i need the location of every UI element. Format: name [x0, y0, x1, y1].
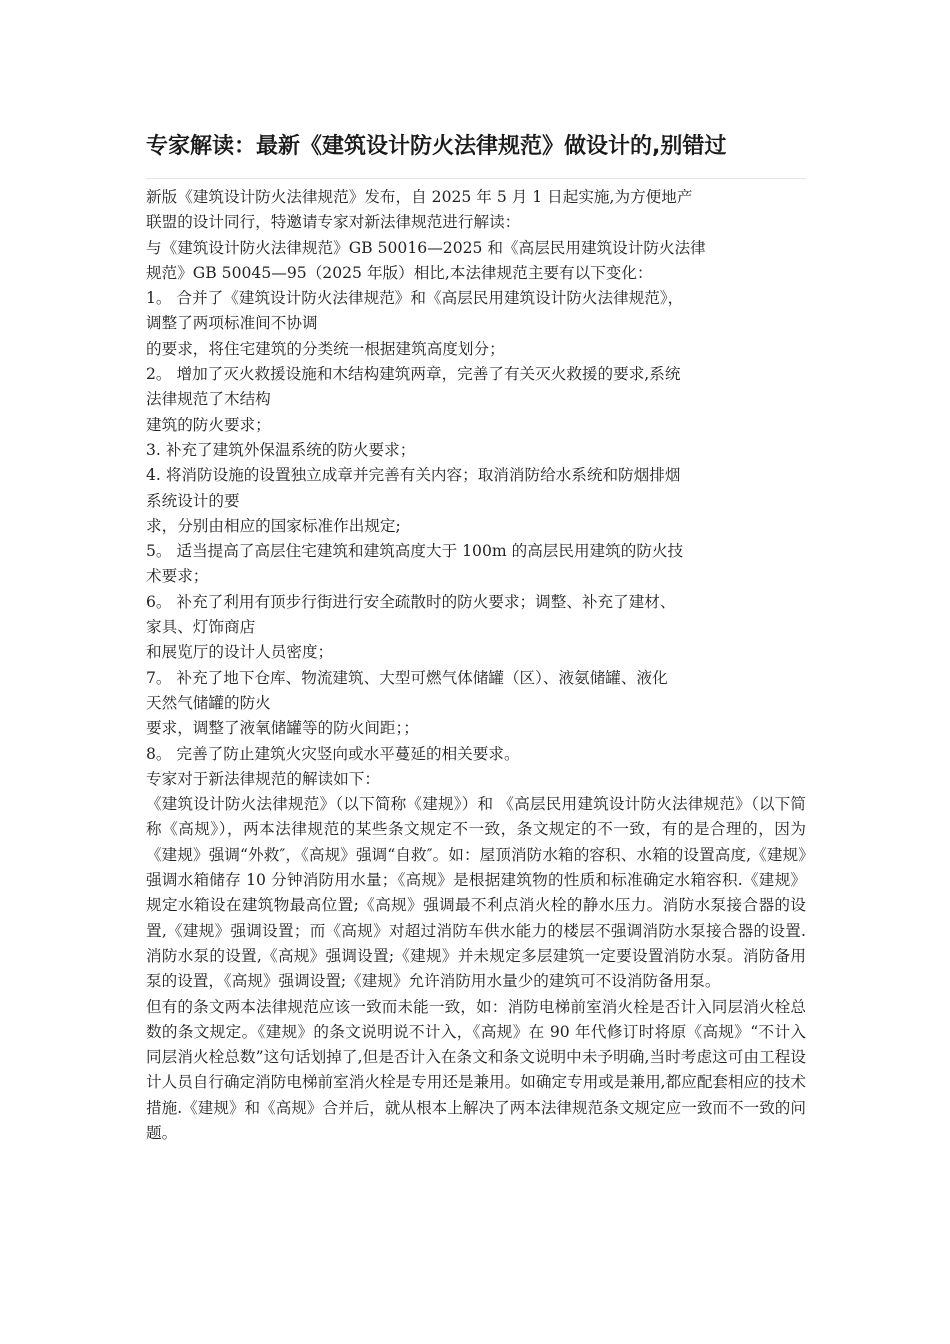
- article: [146, 130, 806, 1146]
- article-title: 专家解读：最新《建筑设计防火法律规范》做设计的,别错过: [146, 134, 727, 159]
- change-line: 术要求；: [146, 567, 209, 586]
- change-line: 要求，调整了液氧储罐等的防火间距；；: [146, 719, 419, 738]
- change-item-8: [146, 742, 806, 767]
- change-item-1: [146, 286, 806, 362]
- change-line: 7。 补充了地下仓库、物流建筑、大型可燃气体储罐（区）、液氨储罐、液化: [146, 668, 668, 687]
- change-item-2: [146, 362, 806, 438]
- change-line: 家具、灯饰商店: [146, 618, 256, 637]
- change-line: 求，分别由相应的国家标准作出规定;: [146, 516, 401, 535]
- expert-intro: 专家对于新法律规范的解读如下：: [146, 769, 380, 788]
- change-item-5: [146, 539, 806, 590]
- change-line: 3. 补充了建筑外保温系统的防火要求；: [146, 440, 416, 459]
- change-line: 建筑的防火要求；: [146, 415, 271, 434]
- intro-line: 新版《建筑设计防火法律规范》发布，自 2025 年 5 月 1 日起实施,为方便地产: [146, 188, 693, 206]
- change-item-3: [146, 438, 806, 463]
- intro-line: 与《建筑设计防火法律规范》GB 50016—2025 和《高层民用建筑设计防火法律: [146, 238, 706, 257]
- change-line: 4. 将消防设施的设置独立成章并完善有关内容；取消消防给水系统和防烟排烟: [146, 466, 681, 485]
- change-line: 1。 合并了《建筑设计防火法律规范》和《高层民用建筑设计防火法律规范》，: [146, 289, 684, 308]
- change-line: 调整了两项标准间不协调: [146, 314, 318, 333]
- change-line: 2。 增加了灭火救援设施和木结构建筑两章，完善了有关灭火救援的要求,系统: [146, 365, 681, 384]
- change-line: 6。 补充了利用有顶步行街进行安全疏散时的防火要求；调整、补充了建材、: [146, 592, 676, 611]
- change-line: 5。 适当提高了高层住宅建筑和建筑高度大于 100m 的高层民用建筑的防火技: [146, 542, 684, 561]
- paragraph-2: 但有的条文两本法律规范应该一致而未能一致，如：消防电梯前室消火栓是否计入同层消火栓总数的条文规定。《建规》的条文说明说不计入，《高规》在 90 年代修订时将原《高规》“不计入同层消火栓总数”这句话划掉了,但是否计入在条文和条文说明中未予明确,当时考虑这可由工程设计人员自行确定消防电梯前室消火栓是专用还是兼用。如确定专用或是兼用,都应配套相应的技术措施.《建规》和《高规》合并后，就从根本上解决了两本法律规范条文规定应一致而不一致的问题。: [146, 997, 806, 1142]
- change-item-6: [146, 590, 806, 666]
- change-line: 系统设计的要: [146, 491, 240, 510]
- change-line: 和展览厅的设计人员密度；: [146, 643, 334, 662]
- title-divider: [146, 178, 806, 179]
- change-item-4: [146, 463, 806, 539]
- change-line: 天然气储罐的防火: [146, 693, 271, 712]
- change-line: 的要求，将住宅建筑的分类统一根据建筑高度划分；: [146, 339, 505, 358]
- change-line: 8。 完善了防止建筑火灾竖向或水平蔓延的相关要求。: [146, 744, 520, 763]
- change-line: 法律规范了木结构: [146, 390, 271, 409]
- change-item-7: [146, 666, 806, 742]
- intro-line: 联盟的设计同行，特邀请专家对新法律规范进行解读：: [146, 213, 521, 232]
- paragraph-1: 《建筑设计防火法律规范》（以下简称《建规》）和 《高层民用建筑设计防火法律规范》（以下简称《高规》），两本法律规范的某些条文规定不一致，条文规定的不一致，有的是合理的，因为《建规》强调“外救″，《高规》强调“自救″。如：屋顶消防水箱的容积、水箱的设置高度,《建规》强调水箱储存 10 分钟消防用水量；《高规》是根据建筑物的性质和标准确定水箱容积.《建规》规定水箱设在建筑物最高位置;《高规》强调最不利点消火栓的静水压力。消防水泵接合器的设置,《建规》强调设置；而《高规》对超过消防车供水能力的楼层不强调消防水泵接合器的设置.消防水泵的设置,《高规》强调设置;《建规》并未规定多层建筑一定要设置消防水泵。消防备用泵的设置，《高规》强调设置;《建规》允许消防用水量少的建筑可不设消防备用泵。: [146, 795, 806, 991]
- article-body: [146, 185, 806, 1146]
- intro-line: 规范》GB 50045—95（2025 年版）相比,本法律规范主要有以下变化：: [146, 263, 653, 282]
